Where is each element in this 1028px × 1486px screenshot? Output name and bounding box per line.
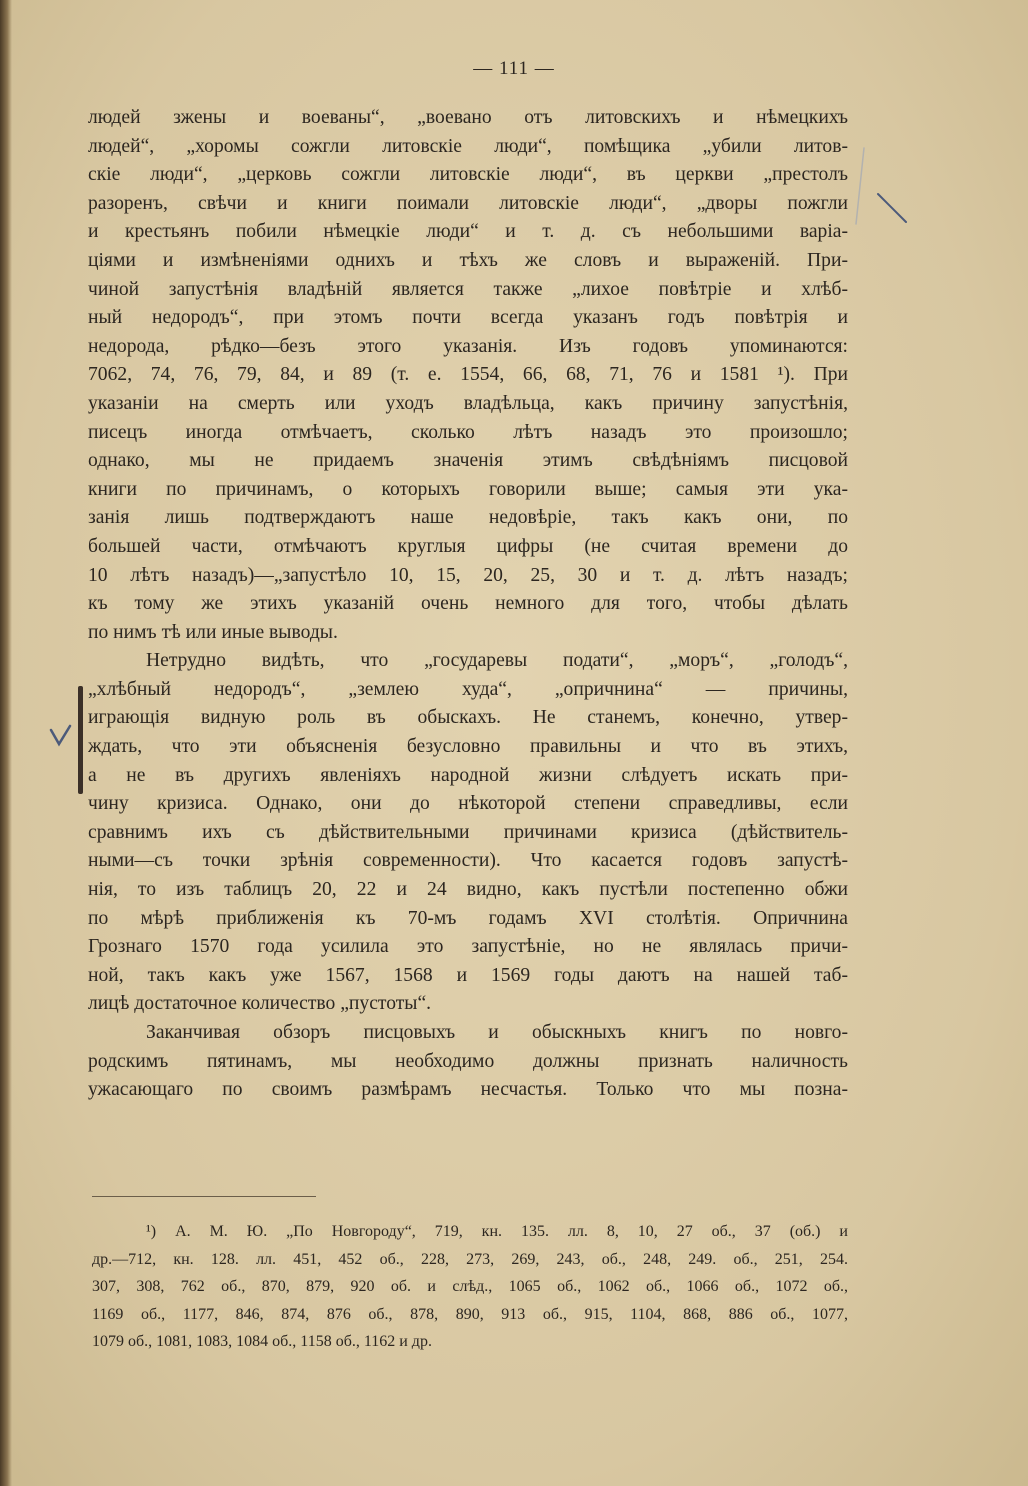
margin-pencil-bar	[78, 686, 83, 794]
text-line: 10 лѣтъ назадъ)—„запустѣло 10, 15, 20, 25, 30 и т. д. лѣтъ назадъ;	[88, 564, 848, 586]
page-binding-edge	[0, 0, 12, 1486]
text-line: чину кризиса. Однако, они до нѣкоторой степени справедливы, если	[88, 793, 848, 815]
text-line: къ тому же этихъ указаній очень немного для того, чтобы дѣлать	[88, 593, 848, 615]
text-line: 7062, 74, 76, 79, 84, и 89 (т. е. 1554, 66, 68, 71, 76 и 1581 ¹). При	[88, 364, 848, 386]
margin-check-mark-icon	[48, 722, 74, 752]
margin-slash-mark-icon	[872, 188, 912, 228]
text-line: и крестьянъ побили нѣмецкіе люди“ и т. д. съ небольшими варіа-	[88, 221, 848, 243]
text-line: по мѣрѣ приближенія къ 70-мъ годамъ XVI столѣтія. Опричнина	[88, 907, 848, 929]
text-line: ужасающаго по своимъ размѣрамъ несчастья. Только что мы позна-	[88, 1079, 848, 1101]
footnote-line: ¹) А. М. Ю. „По Новгороду“, 719, кн. 135. лл. 8, 10, 27 об., 37 (об.) и	[146, 1223, 848, 1240]
text-line: нія, то изъ таблицъ 20, 22 и 24 видно, какъ пустѣли постепенно обжи	[88, 879, 848, 901]
text-line: сравнимъ ихъ съ дѣйствительными причинами кризиса (дѣйствитель-	[88, 821, 848, 843]
text-line: ный недородъ“, при этомъ почти всегда указанъ годъ повѣтрія и	[88, 307, 848, 329]
footnote-line: 1079 об., 1081, 1083, 1084 об., 1158 об., 1162 и др.	[92, 1333, 432, 1350]
paragraph-start: Заканчивая обзоръ писцовыхъ и обыскныхъ книгъ по новго-	[146, 1022, 848, 1043]
text-line: писецъ иногда отмѣчаетъ, сколько лѣтъ назадъ это произошло;	[88, 421, 848, 443]
text-line: Грознаго 1570 года усилила это запустѣніе, но не являлась причи-	[88, 936, 848, 958]
text-line: по нимъ тѣ или иные выводы.	[88, 621, 338, 643]
text-line: ной, такъ какъ уже 1567, 1568 и 1569 годы даютъ на нашей таб-	[88, 964, 848, 986]
text-line: чиной запустѣнія владѣній является также „лихое повѣтріе и хлѣб-	[88, 278, 848, 300]
main-text	[88, 104, 848, 1105]
text-line: а не въ другихъ явленіяхъ народной жизни слѣдуетъ искать при-	[88, 764, 848, 786]
footnote-line: 307, 308, 762 об., 870, 879, 920 об. и слѣд., 1065 об., 1062 об., 1066 об., 1072 об.,	[92, 1278, 848, 1295]
text-line: однако, мы не придаемъ значенія этимъ свѣдѣніямъ писцовой	[88, 450, 848, 472]
text-line: большей части, отмѣчаютъ круглыя цифры (не считая времени до	[88, 535, 848, 557]
text-line: ціями и измѣненіями однихъ и тѣхъ же словъ и выраженій. При-	[88, 249, 848, 271]
text-line: лицѣ достаточное количество „пустоты“.	[88, 993, 432, 1015]
text-line: книги по причинамъ, о которыхъ говорили выше; самыя эти ука-	[88, 478, 848, 500]
text-line: родскимъ пятинамъ, мы необходимо должны признать наличность	[88, 1050, 848, 1072]
paragraph-start: Нетрудно видѣть, что „государевы подати“, „моръ“, „голодъ“,	[146, 650, 848, 672]
text-line: недорода, рѣдко—безъ этого указанія. Изъ годовъ упоминаются:	[88, 335, 848, 357]
text-line: указаніи на смерть или уходъ владѣльца, какъ причину запустѣнія,	[88, 392, 848, 414]
footnote-divider	[92, 1196, 316, 1197]
footnote-line: др.—712, кн. 128. лл. 451, 452 об., 228, 273, 269, 243, об., 248, 249. об., 251, 254.	[92, 1250, 848, 1268]
text-line: ждать, что эти объясненія безусловно правильны и что въ этихъ,	[88, 736, 848, 758]
footnote-line: 1169 об., 1177, 846, 874, 876 об., 878, 890, 913 об., 915, 1104, 868, 886 об., 1077,	[92, 1305, 848, 1323]
footnote	[92, 1218, 848, 1356]
margin-faint-line-icon	[852, 146, 868, 226]
text-line: ными—съ точки зрѣнія современности). Что касается годовъ запустѣ-	[88, 850, 848, 872]
text-line: скіе люди“, „церковь сожгли литовскіе люди“, въ церкви „престолъ	[88, 164, 848, 186]
text-line: людей“, „хоромы сожгли литовскіе люди“, помѣщика „убили литов-	[88, 135, 848, 157]
text-line: разоренъ, свѣчи и книги поимали литовскіе люди“, „дворы пожгли	[88, 192, 848, 214]
text-line: людей зжены и воеваны“, „воевано отъ литовскихъ и нѣмецкихъ	[88, 107, 848, 128]
text-line: играющія видную роль въ обыскахъ. Не станемъ, конечно, утвер-	[88, 707, 848, 729]
page-number: — 111 —	[473, 58, 555, 79]
text-line: занія лишь подтверждаютъ наше недовѣріе, такъ какъ они, по	[88, 507, 848, 529]
text-line: „хлѣбный недородъ“, „землею худа“, „опричнина“ — причины,	[88, 678, 848, 700]
